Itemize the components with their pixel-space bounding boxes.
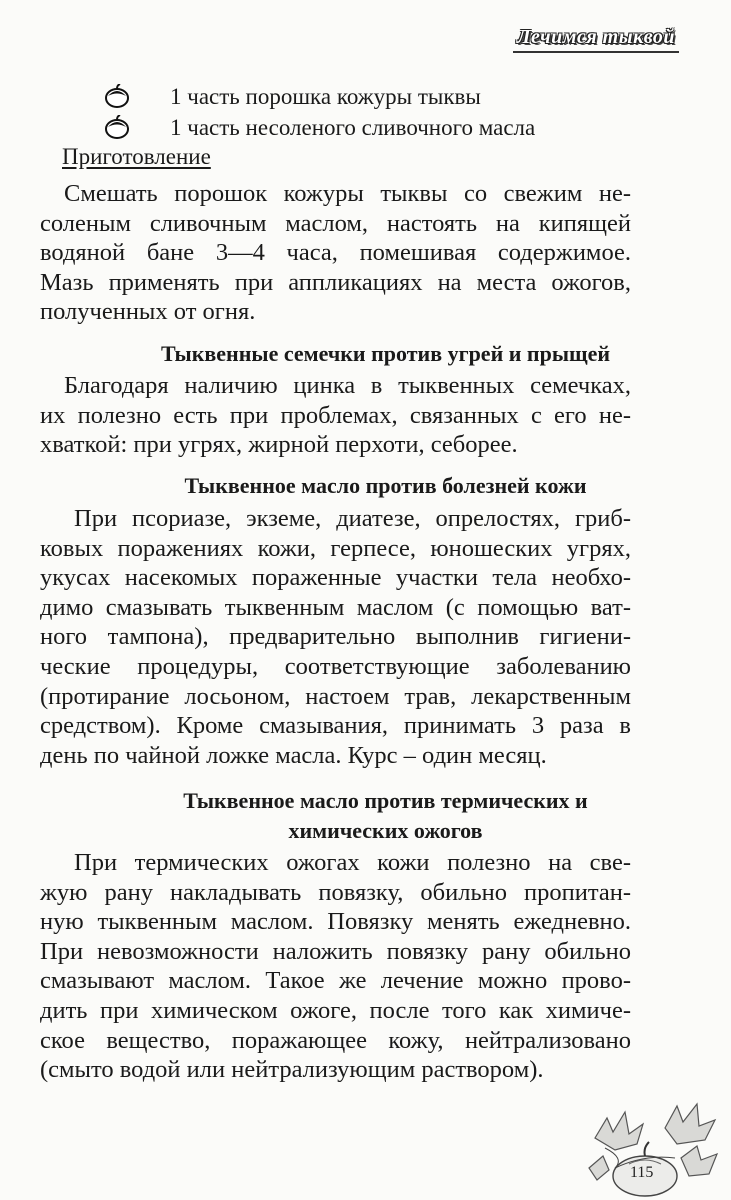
text-line: ного тампона), предварительно выполнив гигиени-: [40, 623, 631, 651]
text-line: ское вещество, поражающее кожу, нейтрализовано: [40, 1026, 631, 1054]
text-line: полученных от огня.: [40, 298, 256, 326]
text-line: жую рану накладывать повязку, обильно пропитан-: [40, 878, 631, 906]
text-line: Мазь применять при аппликациях на места ожогов,: [40, 268, 631, 296]
text-line: При псориазе, экземе, диатезе, опрелостях, гриб-: [74, 505, 631, 532]
page-number: 115: [630, 1164, 654, 1181]
text-line: Благодаря наличию цинка в тыквенных семечках,: [64, 372, 631, 399]
text-line: (смыто водой или нейтрализующим раствором).: [40, 1056, 544, 1084]
section-heading: Тыквенные семечки против угрей и прыщей: [160, 341, 611, 366]
ingredient-item: [104, 115, 535, 140]
text-line: хваткой: при угрях, жирной перхоти, себорее.: [40, 431, 518, 459]
preparation-paragraph: [40, 179, 631, 327]
text-line: дить при химическом ожоге, после того как химиче-: [40, 996, 631, 1024]
section-heading: Тыквенное масло против термических и: [183, 788, 588, 813]
section-paragraph: [40, 371, 631, 460]
preparation-title: Приготовление: [62, 144, 211, 169]
pumpkin-leaves-ornament: [585, 1098, 725, 1198]
text-line: их полезно есть при проблемах, связанных с его не-: [40, 401, 631, 429]
text-line: водяной бане 3—4 часа, помешивая содержимое.: [40, 239, 631, 267]
section-paragraph: [40, 848, 631, 1085]
text-line: день по чайной ложке масла. Курс – один месяц.: [40, 741, 547, 769]
pumpkin-icon: [104, 84, 130, 108]
ingredient-text: 1 часть порошка кожуры тыквы: [170, 84, 481, 109]
section-paragraph: [40, 504, 631, 770]
pumpkin-icon: [104, 115, 130, 139]
text-line: димо смазывать тыквенным маслом (с помощью ват-: [40, 593, 631, 621]
text-line: укусах насекомых пораженные участки тела необхо-: [40, 564, 631, 592]
text-line: ковых поражениях кожи, герпесе, юношеских угрях,: [40, 534, 631, 562]
section-heading: Тыквенное масло против болезней кожи: [184, 473, 587, 498]
text-line: ческие процедуры, соответствующие заболеванию: [40, 652, 631, 680]
ingredient-text: 1 часть несоленого сливочного масла: [170, 115, 536, 140]
text-line: соленым сливочным маслом, настоять на кипящей: [40, 209, 631, 237]
ingredient-item: [104, 84, 481, 109]
text-line: При термических ожогах кожи полезно на све-: [74, 849, 631, 876]
text-line: Смешать порошок кожуры тыквы со свежим не-: [64, 180, 631, 207]
text-line: При невозможности наложить повязку рану обильно: [40, 937, 631, 965]
running-header-title: Лечимся тыквой: [513, 26, 679, 53]
text-line: смазывают маслом. Такое же лечение можно прово-: [40, 967, 631, 995]
section-heading-continued: химических ожогов: [288, 818, 483, 843]
text-line: (протирание лосьоном, настоем трав, лекарственным: [40, 682, 631, 710]
text-line: средством). Кроме смазывания, принимать 3 раза в: [40, 712, 631, 740]
text-line: ную тыквенным маслом. Повязку менять ежедневно.: [40, 908, 631, 936]
